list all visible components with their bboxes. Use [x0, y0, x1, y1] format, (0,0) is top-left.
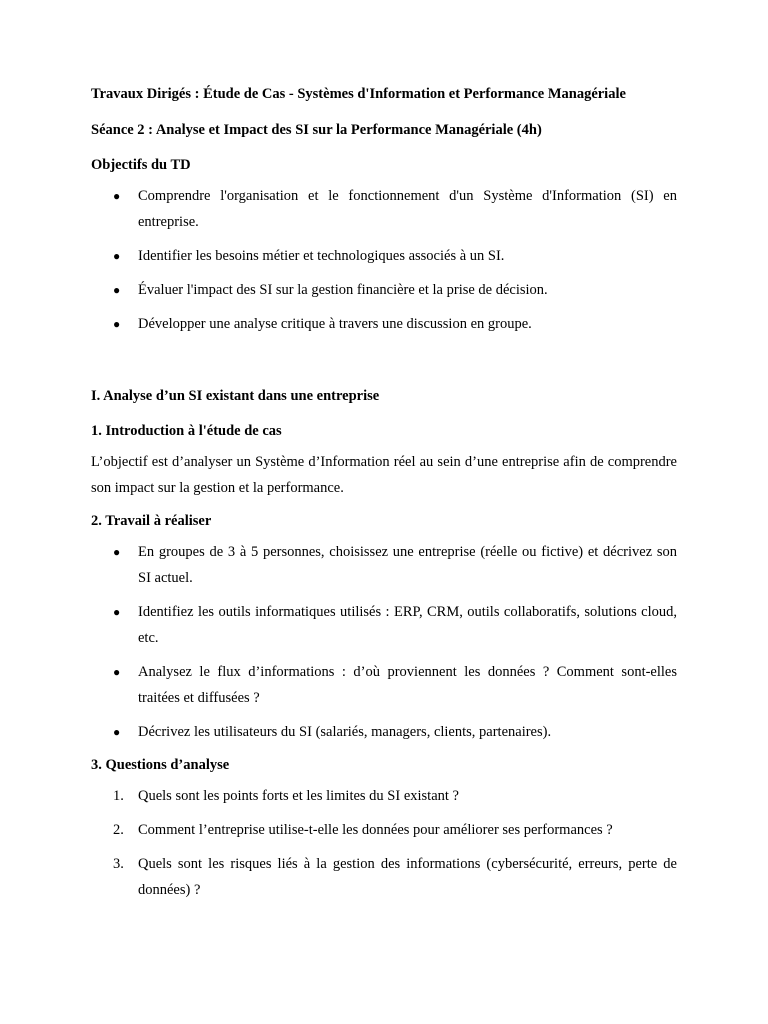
document-page	[91, 84, 677, 903]
list-item-text: Quels sont les points forts et les limites du SI existant ?	[138, 788, 459, 804]
bullet-icon: ●	[113, 249, 121, 263]
intro-paragraph: L’objectif est d’analyser un Système d’Information réel au sein d’une entreprise afin de comprendre son impact sur la gestion et la performance.	[91, 454, 677, 496]
list-item-text: Identifiez les outils informatiques utilisés : ERP, CRM, outils collaboratifs, solutions cloud, etc.	[138, 604, 677, 646]
subsection-heading-work: 2. Travail à réaliser	[91, 513, 212, 529]
bullet-icon: ●	[113, 283, 121, 297]
list-item	[91, 851, 677, 903]
subsection-heading-intro: 1. Introduction à l'étude de cas	[91, 423, 282, 439]
list-item-text: Décrivez les utilisateurs du SI (salariés, managers, clients, partenaires).	[138, 724, 552, 740]
list-item	[91, 183, 677, 235]
bullet-icon: ●	[113, 605, 121, 619]
list-item	[91, 539, 677, 591]
list-item	[91, 277, 677, 303]
work-list	[91, 539, 677, 745]
list-item	[91, 599, 677, 651]
list-item-text: Analysez le flux d’informations : d’où proviennent les données ? Comment sont-elles traitées et diffusées ?	[138, 664, 677, 706]
list-item-text: Comprendre l'organisation et le fonctionnement d'un Système d'Information (SI) en entreprise.	[138, 188, 677, 230]
list-item-text: En groupes de 3 à 5 personnes, choisissez une entreprise (réelle ou fictive) et décrivez son SI actuel.	[138, 544, 677, 586]
session-title: Séance 2 : Analyse et Impact des SI sur la Performance Managériale (4h)	[91, 122, 542, 138]
list-item	[91, 659, 677, 711]
list-item	[91, 311, 677, 337]
list-number: 2.	[113, 822, 124, 838]
list-item	[91, 817, 677, 843]
list-item	[91, 719, 677, 745]
bullet-icon: ●	[113, 317, 121, 331]
list-number: 3.	[113, 856, 124, 872]
bullet-icon: ●	[113, 725, 121, 739]
list-number: 1.	[113, 788, 124, 804]
list-item-text: Quels sont les risques liés à la gestion des informations (cybersécurité, erreurs, perte de données) ?	[138, 856, 677, 898]
list-item	[91, 243, 677, 269]
bullet-icon: ●	[113, 545, 121, 559]
objectives-list	[91, 183, 677, 337]
bullet-icon: ●	[113, 665, 121, 679]
objectives-heading: Objectifs du TD	[91, 157, 191, 173]
bullet-icon: ●	[113, 189, 121, 203]
list-item-text: Identifier les besoins métier et technologiques associés à un SI.	[138, 248, 505, 264]
list-item-text: Comment l’entreprise utilise-t-elle les données pour améliorer ses performances ?	[138, 822, 613, 838]
section-heading: I. Analyse d’un SI existant dans une entreprise	[91, 388, 380, 404]
list-item	[91, 783, 677, 809]
list-item-text: Développer une analyse critique à travers une discussion en groupe.	[138, 316, 532, 332]
questions-list	[91, 783, 677, 903]
document-title: Travaux Dirigés : Étude de Cas - Systèmes d'Information et Performance Managériale	[91, 86, 626, 102]
list-item-text: Évaluer l'impact des SI sur la gestion financière et la prise de décision.	[138, 282, 548, 298]
subsection-heading-questions: 3. Questions d’analyse	[91, 757, 230, 773]
